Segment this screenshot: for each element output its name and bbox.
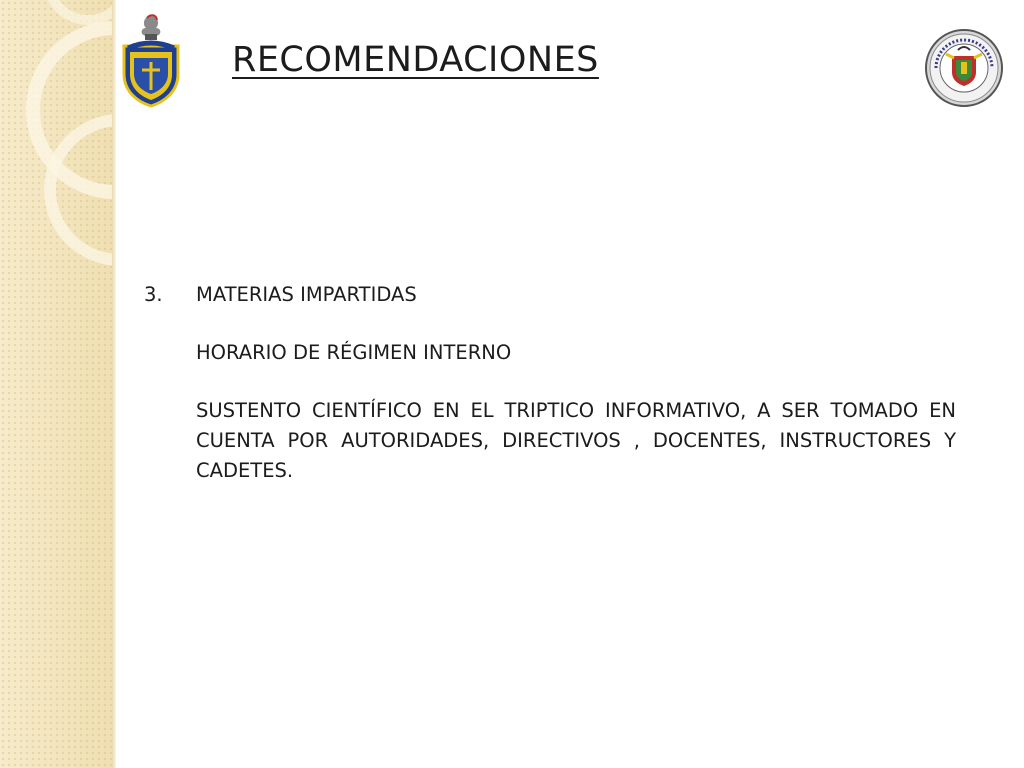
numbered-item [144, 280, 956, 310]
sub-heading: HORARIO DE RÉGIMEN INTERNO [196, 341, 512, 364]
decorative-rings [0, 0, 112, 768]
slide-body [144, 280, 956, 486]
decorative-side-band [0, 0, 112, 768]
slide-title: RECOMENDACIONES [232, 40, 599, 80]
polytechnic-seal-logo [924, 28, 1004, 108]
item-number: 3. [144, 283, 163, 306]
school-crest-logo [120, 12, 182, 108]
body-paragraph: SUSTENTO CIENTÍFICO EN EL TRIPTICO INFORMATIVO, A SER TOMADO EN CUENTA POR AUTORIDADES, DIRECTIVOS , DOCENTES, INSTRUCTORES Y CADETES. [196, 399, 956, 482]
item-heading: MATERIAS IMPARTIDAS [196, 283, 417, 306]
band-edge [112, 0, 116, 768]
